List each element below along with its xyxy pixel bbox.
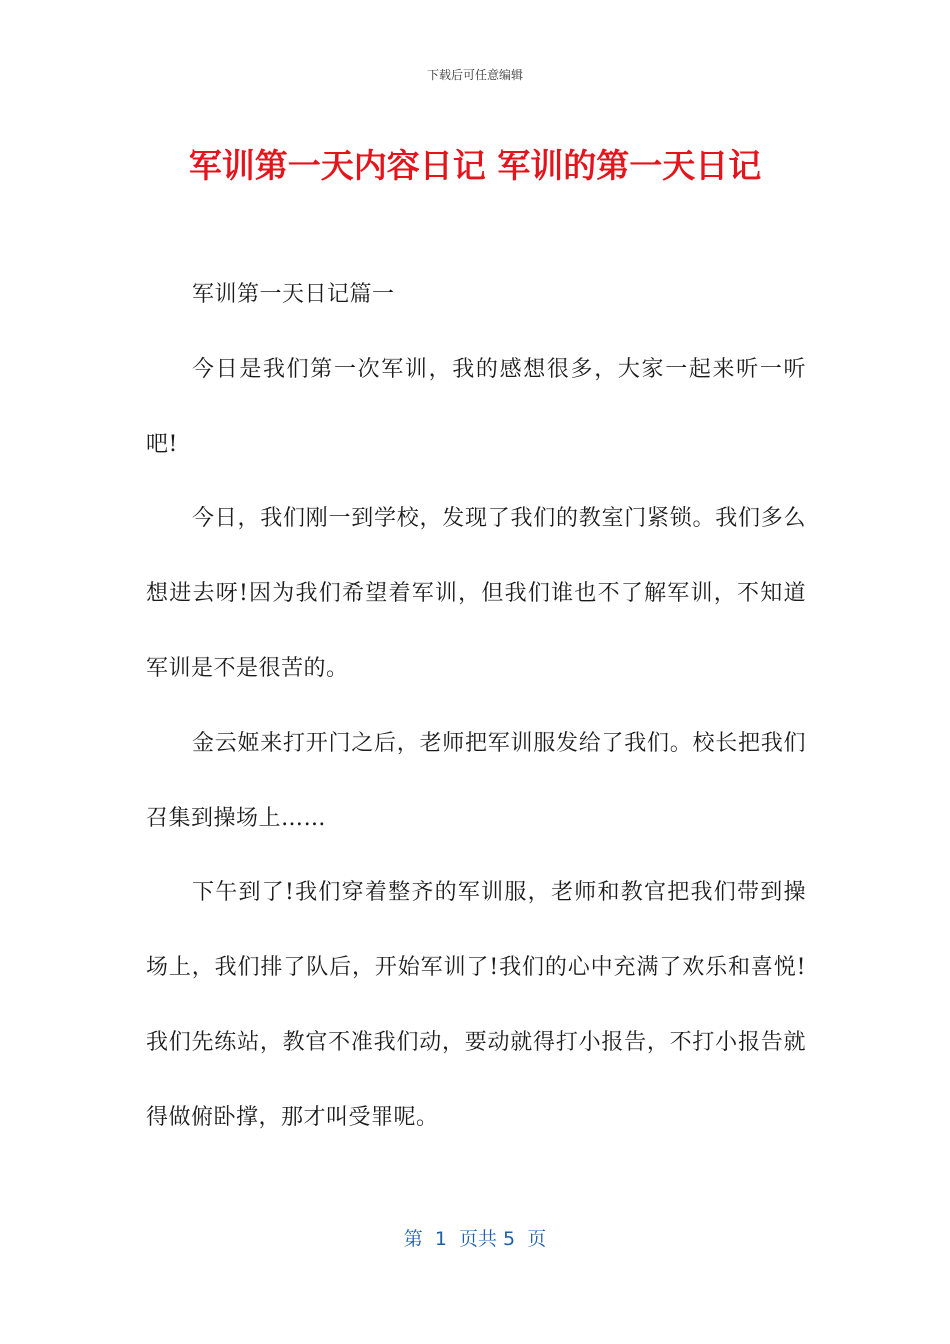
body-paragraph: 金云姬来打开门之后，老师把军训服发给了我们。校长把我们召集到操场上……: [146, 730, 806, 831]
section-heading: 军训第一天日记篇一: [192, 282, 395, 307]
page-number-footer: 第 1 页共 5 页: [403, 1228, 547, 1250]
body-paragraph: 下午到了!我们穿着整齐的军训服，老师和教官把我们带到操场上，我们排了队后，开始军训了!我们的心中充满了欢乐和喜悦!我们先练站，教官不准我们动，要动就得打小报告，不打小报告就得做俯卧撑，那才叫受罪呢。: [146, 880, 806, 1130]
document-title: 军训第一天内容日记 军训的第一天日记: [188, 146, 762, 185]
document-body: [146, 258, 806, 1156]
header-note: 下载后可任意编辑: [426, 68, 523, 82]
body-paragraph: 今日，我们刚一到学校，发现了我们的教室门紧锁。我们多么想进去呀!因为我们希望着军训，但我们谁也不了解军训，不知道军训是不是很苦的。: [146, 506, 806, 681]
body-paragraph: 今日是我们第一次军训，我的感想很多，大家一起来听一听吧!: [146, 356, 806, 457]
